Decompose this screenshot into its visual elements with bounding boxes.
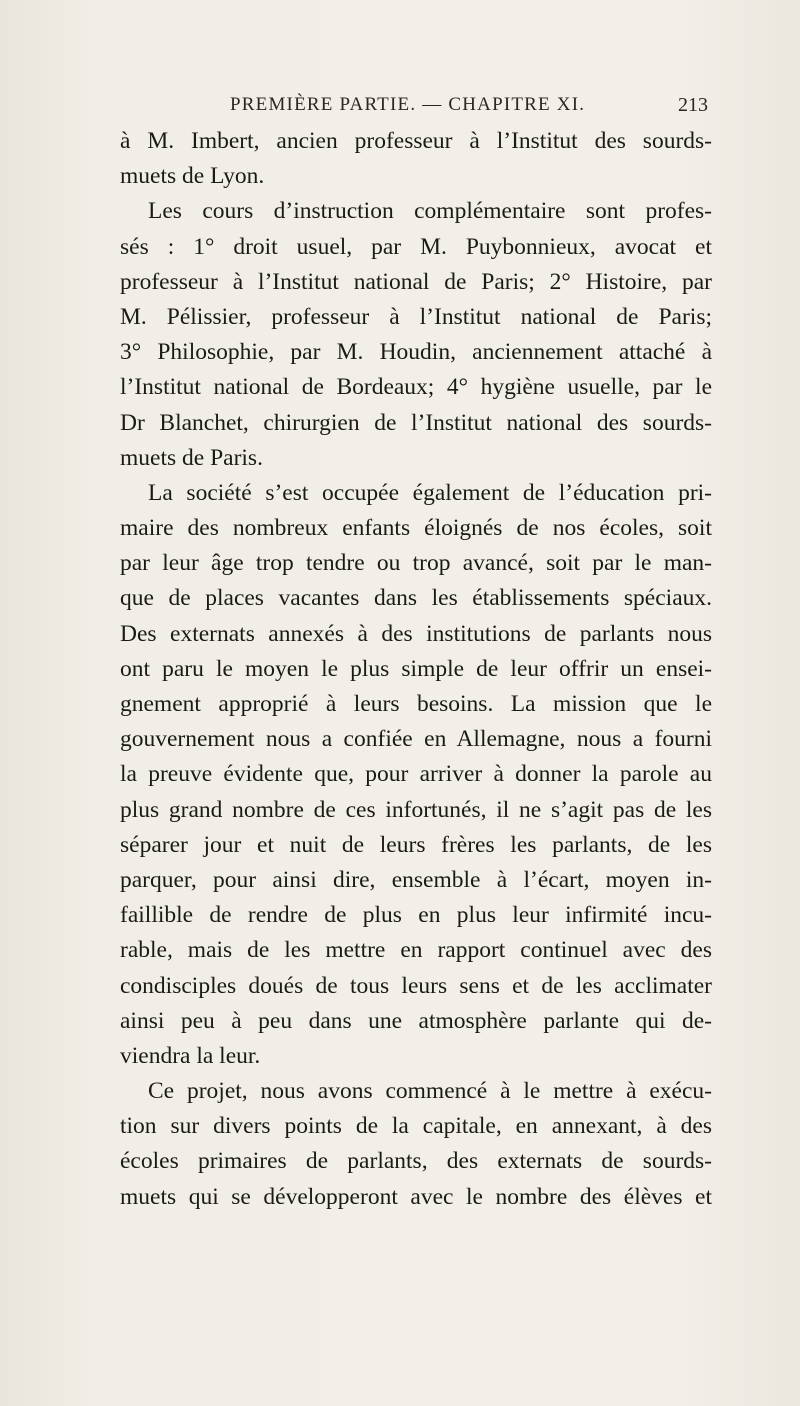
text-line: séparer jour et nuit de leurs frères les parlants, de les (120, 831, 712, 858)
running-head: PREMIÈRE PARTIE. — CHAPITRE XI. (230, 94, 586, 115)
page-number: 213 (678, 94, 708, 116)
text-line: l’Institut national de Bordeaux; 4° hygiène usuelle, par le (120, 374, 712, 401)
text-line: M. Pélissier, professeur à l’Institut national de Paris; (120, 303, 712, 330)
text-line: viendra la leur. (120, 1042, 261, 1069)
text-line: que de places vacantes dans les établissements spéciaux. (120, 585, 712, 612)
text-line: Ce projet, nous avons commencé à le mettre à exécu- (148, 1078, 712, 1105)
text-line: Les cours d’instruction complémentaire sont profes- (148, 198, 712, 225)
text-line: La société s’est occupée également de l’éducation pri- (148, 479, 712, 506)
text-line: Dr Blanchet, chirurgien de l’Institut national des sourds- (120, 409, 712, 436)
text-line: faillible de rendre de plus en plus leur infirmité incu- (120, 902, 712, 929)
text-line: gouvernement nous a confiée en Allemagne, nous a fourni (120, 726, 712, 753)
text-line: muets de Lyon. (120, 163, 265, 190)
text-line: professeur à l’Institut national de Paris; 2° Histoire, par (120, 268, 712, 295)
text-line: écoles primaires de parlants, des externats de sourds- (120, 1148, 712, 1175)
text-line: à M. Imbert, ancien professeur à l’Institut des sourds- (120, 128, 712, 154)
text-line: plus grand nombre de ces infortunés, il ne s’agit pas de les (120, 796, 712, 823)
text-line: par leur âge trop tendre ou trop avancé, soit par le man- (120, 550, 712, 577)
text-line: rable, mais de les mettre en rapport continuel avec des (120, 937, 712, 964)
page-header (120, 92, 710, 122)
text-line: maire des nombreux enfants éloignés de nos écoles, soit (120, 515, 712, 542)
text-line: gnement approprié à leurs besoins. La mission que le (120, 691, 712, 717)
text-line: condisciples doués de tous leurs sens et de les acclimater (120, 972, 712, 999)
text-line: ainsi peu à peu dans une atmosphère parlante qui de- (120, 1007, 712, 1034)
text-line: muets de Paris. (120, 444, 263, 471)
text-line: la preuve évidente que, pour arriver à donner la parole au (120, 761, 712, 788)
body-text (120, 124, 712, 1215)
text-line: ont paru le moyen le plus simple de leur offrir un ensei- (120, 655, 712, 682)
text-line: 3° Philosophie, par M. Houdin, anciennement attaché à (120, 339, 712, 366)
text-line: tion sur divers points de la capitale, en annexant, à des (120, 1113, 712, 1140)
text-line: Des externats annexés à des institutions de parlants nous (120, 620, 712, 647)
text-line: parquer, pour ainsi dire, ensemble à l’écart, moyen in- (120, 866, 712, 893)
text-line: sés : 1° droit usuel, par M. Puybonnieux, avocat et (120, 233, 712, 260)
text-line: muets qui se développeront avec le nombre des élèves et (120, 1183, 712, 1210)
